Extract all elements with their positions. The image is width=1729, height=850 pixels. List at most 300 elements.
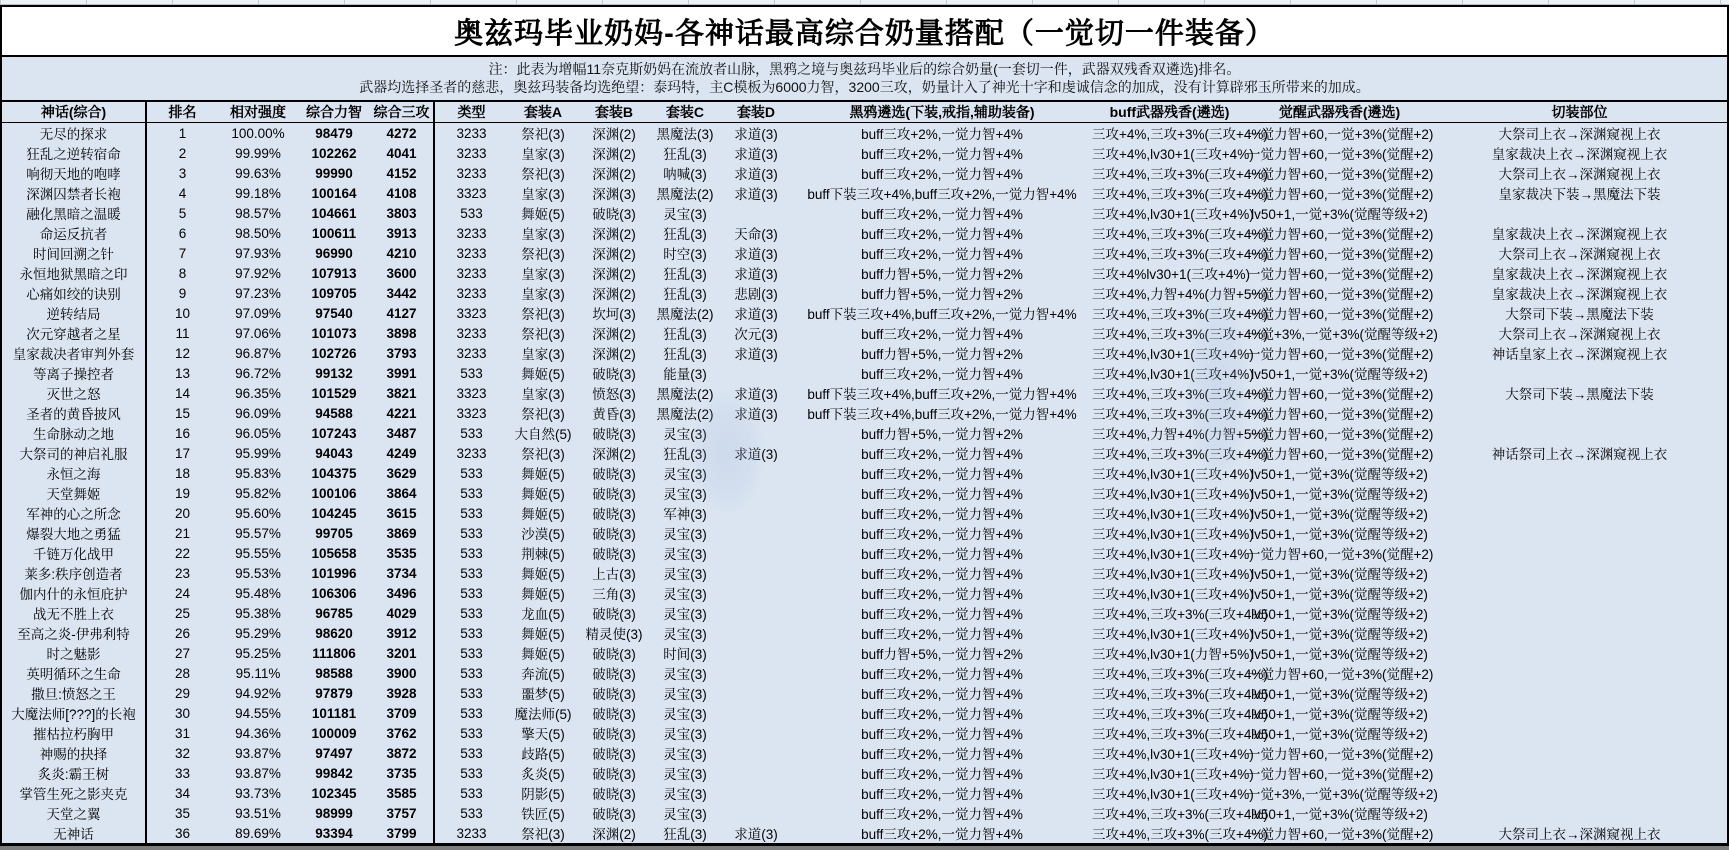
cell-crow-selection[interactable]: buff三攻+2%,一觉力智+4% bbox=[861, 507, 1023, 522]
cell-myth-name[interactable]: 响彻天地的咆哮 bbox=[2, 163, 146, 183]
cell-lizhi[interactable]: 100106 bbox=[311, 485, 357, 501]
cell-set-a[interactable]: 皇家(3) bbox=[521, 187, 565, 202]
cell-set-d[interactable] bbox=[720, 603, 792, 623]
cell-set-b[interactable]: 深渊(2) bbox=[592, 147, 636, 162]
cell-relative-strength[interactable]: 95.48% bbox=[235, 585, 281, 601]
cell-relative-strength[interactable]: 98.57% bbox=[235, 205, 281, 221]
cell-awaken-weapon[interactable]: 一觉力智+60,一觉+3%(觉醒+2) bbox=[1247, 347, 1434, 362]
cell-set-d[interactable] bbox=[720, 683, 792, 703]
cell-myth-name[interactable]: 神赐的抉择 bbox=[2, 743, 146, 763]
cell-set-c[interactable]: 灵宝(3) bbox=[663, 767, 707, 782]
cell-type[interactable]: 3323 bbox=[456, 385, 487, 401]
cell-crow-selection[interactable]: buff力智+5%,一觉力智+2% bbox=[861, 427, 1023, 442]
cell-myth-name[interactable]: 大魔法师[???]的长袍 bbox=[2, 703, 146, 723]
cell-set-d[interactable]: 求道(3) bbox=[734, 167, 778, 182]
cell-myth-name[interactable]: 至高之炎-伊弗利特 bbox=[2, 623, 146, 643]
cell-set-b[interactable]: 破晓(3) bbox=[592, 707, 636, 722]
cell-sangong[interactable]: 3615 bbox=[370, 503, 434, 523]
cell-sangong[interactable]: 4221 bbox=[370, 403, 434, 423]
cell-set-c[interactable]: 灵宝(3) bbox=[663, 787, 707, 802]
cell-crow-selection[interactable]: buff三攻+2%,一觉力智+4% bbox=[861, 167, 1023, 182]
cell-type[interactable]: 3233 bbox=[456, 285, 487, 301]
cell-set-d[interactable]: 求道(3) bbox=[734, 267, 778, 282]
cell-buff-weapon[interactable]: 三攻+4%,lv30+1(三攻+4%) bbox=[1092, 147, 1254, 162]
cell-type[interactable]: 533 bbox=[460, 745, 483, 761]
cell-relative-strength[interactable]: 93.87% bbox=[235, 765, 281, 781]
cell-awaken-weapon[interactable]: 一觉力智+60,一觉+3%(觉醒+2) bbox=[1247, 187, 1434, 202]
cell-rank[interactable]: 11 bbox=[175, 325, 190, 341]
cell-rank[interactable]: 22 bbox=[174, 545, 191, 561]
cell-sangong[interactable]: 3991 bbox=[370, 363, 434, 383]
cell-set-d[interactable] bbox=[720, 483, 792, 503]
cell-buff-weapon[interactable]: 三攻+4%,三攻+3%(三攻+4%) bbox=[1092, 407, 1268, 422]
cell-crow-selection[interactable]: buff三攻+2%,一觉力智+4% bbox=[861, 227, 1023, 242]
cell-rank[interactable]: 32 bbox=[174, 745, 191, 761]
cell-sangong[interactable]: 4041 bbox=[370, 143, 434, 163]
cell-set-a[interactable]: 祭祀(3) bbox=[521, 407, 565, 422]
cell-awaken-weapon[interactable]: 一觉力智+60,一觉+3%(觉醒+2) bbox=[1247, 227, 1434, 242]
cell-myth-name[interactable]: 融化黑暗之温暖 bbox=[2, 203, 146, 223]
cell-set-d[interactable]: 悲剧(3) bbox=[734, 287, 778, 302]
cell-type[interactable]: 533 bbox=[460, 665, 483, 681]
cell-sangong[interactable]: 3442 bbox=[370, 283, 434, 303]
cell-rank[interactable]: 5 bbox=[178, 205, 187, 221]
cell-swap-part[interactable]: 皇家裁决上衣→深渊窥视上衣 bbox=[1491, 267, 1668, 282]
cell-buff-weapon[interactable]: 三攻+4%,lv30+1(三攻+4%) bbox=[1092, 787, 1254, 802]
cell-myth-name[interactable]: 时间回溯之针 bbox=[2, 243, 146, 263]
cell-rank[interactable]: 21 bbox=[174, 525, 191, 541]
cell-awaken-weapon[interactable]: 一觉力智+60,一觉+3%(觉醒+2) bbox=[1247, 247, 1434, 262]
cell-set-d[interactable] bbox=[720, 563, 792, 583]
cell-set-d[interactable]: 求道(3) bbox=[734, 127, 778, 142]
cell-crow-selection[interactable]: buff三攻+2%,一觉力智+4% bbox=[861, 607, 1023, 622]
cell-rank[interactable]: 16 bbox=[174, 425, 191, 441]
cell-type[interactable]: 3323 bbox=[456, 305, 487, 321]
cell-awaken-weapon[interactable]: 一觉+3%,一觉+3%(觉醒等级+2) bbox=[1247, 327, 1438, 342]
cell-awaken-weapon[interactable]: 一觉力智+60,一觉+3%(觉醒+2) bbox=[1247, 767, 1434, 782]
cell-lizhi[interactable]: 99132 bbox=[315, 365, 353, 381]
cell-rank[interactable]: 10 bbox=[174, 305, 191, 321]
cell-crow-selection[interactable]: buff下装三攻+4%,buff三攻+2%,一觉力智+4% bbox=[807, 387, 1077, 402]
cell-crow-selection[interactable]: buff三攻+2%,一觉力智+4% bbox=[861, 447, 1023, 462]
cell-relative-strength[interactable]: 93.87% bbox=[235, 745, 281, 761]
cell-set-c[interactable]: 灵宝(3) bbox=[663, 467, 707, 482]
cell-awaken-weapon[interactable]: 一觉力智+60,一觉+3%(觉醒+2) bbox=[1247, 407, 1434, 422]
cell-crow-selection[interactable]: buff三攻+2%,一觉力智+4% bbox=[861, 767, 1023, 782]
cell-set-b[interactable]: 深渊(2) bbox=[592, 827, 636, 842]
cell-rank[interactable]: 30 bbox=[174, 705, 191, 721]
cell-awaken-weapon[interactable]: lv50+1,一觉+3%(觉醒等级+2) bbox=[1251, 607, 1428, 622]
cell-type[interactable]: 533 bbox=[460, 465, 483, 481]
cell-relative-strength[interactable]: 93.51% bbox=[235, 805, 281, 821]
cell-crow-selection[interactable]: buff三攻+2%,一觉力智+4% bbox=[861, 487, 1023, 502]
cell-type[interactable]: 533 bbox=[460, 605, 483, 621]
cell-relative-strength[interactable]: 96.35% bbox=[235, 385, 281, 401]
cell-relative-strength[interactable]: 95.11% bbox=[235, 665, 281, 681]
cell-set-b[interactable]: 破晓(3) bbox=[592, 467, 636, 482]
cell-sangong[interactable]: 3913 bbox=[370, 223, 434, 243]
cell-set-c[interactable]: 黑魔法(2) bbox=[656, 407, 714, 422]
cell-relative-strength[interactable]: 95.53% bbox=[235, 565, 281, 581]
cell-set-a[interactable]: 舞姬(5) bbox=[521, 647, 565, 662]
cell-relative-strength[interactable]: 96.05% bbox=[235, 425, 281, 441]
cell-sangong[interactable]: 3735 bbox=[370, 763, 434, 783]
cell-sangong[interactable]: 3734 bbox=[370, 563, 434, 583]
cell-lizhi[interactable]: 93394 bbox=[315, 825, 353, 841]
cell-set-a[interactable]: 阴影(5) bbox=[521, 787, 565, 802]
cell-awaken-weapon[interactable]: lv50+1,一觉+3%(觉醒等级+2) bbox=[1251, 487, 1428, 502]
cell-myth-name[interactable]: 撒旦:愤怒之王 bbox=[2, 683, 146, 703]
cell-set-a[interactable]: 祭祀(3) bbox=[521, 827, 565, 842]
cell-sangong[interactable]: 3585 bbox=[370, 783, 434, 803]
cell-awaken-weapon[interactable]: 一觉+3%,一觉+3%(觉醒等级+2) bbox=[1247, 787, 1438, 802]
cell-sangong[interactable]: 3803 bbox=[370, 203, 434, 223]
cell-myth-name[interactable]: 逆转结局 bbox=[2, 303, 146, 323]
cell-lizhi[interactable]: 100611 bbox=[311, 225, 357, 241]
cell-set-a[interactable]: 铁匠(5) bbox=[521, 807, 565, 822]
cell-sangong[interactable]: 3535 bbox=[370, 543, 434, 563]
cell-set-c[interactable]: 灵宝(3) bbox=[663, 527, 707, 542]
cell-set-d[interactable]: 求道(3) bbox=[734, 187, 778, 202]
cell-lizhi[interactable]: 98999 bbox=[315, 805, 353, 821]
cell-set-d[interactable] bbox=[720, 763, 792, 783]
cell-set-c[interactable]: 灵宝(3) bbox=[663, 687, 707, 702]
cell-myth-name[interactable]: 皇家裁决者审判外套 bbox=[2, 343, 146, 363]
cell-swap-part[interactable]: 皇家裁决下装→黑魔法下装 bbox=[1498, 187, 1661, 202]
cell-set-d[interactable] bbox=[720, 423, 792, 443]
cell-lizhi[interactable]: 100009 bbox=[311, 725, 357, 741]
cell-type[interactable]: 533 bbox=[460, 785, 483, 801]
cell-crow-selection[interactable]: buff三攻+2%,一觉力智+4% bbox=[861, 667, 1023, 682]
cell-myth-name[interactable]: 炙炎:霸王树 bbox=[2, 763, 146, 783]
cell-sangong[interactable]: 3799 bbox=[370, 823, 434, 843]
cell-sangong[interactable]: 3201 bbox=[370, 643, 434, 663]
cell-awaken-weapon[interactable]: 一觉力智+60,一觉+3%(觉醒+2) bbox=[1247, 747, 1434, 762]
cell-awaken-weapon[interactable]: lv50+1,一觉+3%(觉醒等级+2) bbox=[1251, 647, 1428, 662]
cell-set-b[interactable]: 深渊(2) bbox=[592, 167, 636, 182]
cell-set-c[interactable]: 灵宝(3) bbox=[663, 487, 707, 502]
cell-swap-part[interactable]: 大祭司下装→黑魔法下装 bbox=[1505, 307, 1654, 322]
cell-buff-weapon[interactable]: 三攻+4%,lv30+1(力智+5%) bbox=[1092, 647, 1254, 662]
cell-crow-selection[interactable]: buff三攻+2%,一觉力智+4% bbox=[861, 787, 1023, 802]
cell-lizhi[interactable]: 101181 bbox=[311, 705, 357, 721]
cell-relative-strength[interactable]: 96.09% bbox=[235, 405, 281, 421]
cell-set-d[interactable] bbox=[720, 663, 792, 683]
cell-set-b[interactable]: 深渊(2) bbox=[592, 267, 636, 282]
cell-set-c[interactable]: 灵宝(3) bbox=[663, 667, 707, 682]
cell-sangong[interactable]: 3869 bbox=[370, 523, 434, 543]
cell-set-b[interactable]: 破晓(3) bbox=[592, 767, 636, 782]
cell-awaken-weapon[interactable]: lv50+1,一觉+3%(觉醒等级+2) bbox=[1251, 527, 1428, 542]
cell-buff-weapon[interactable]: 三攻+4%,三攻+3%(三攻+4%) bbox=[1092, 727, 1268, 742]
cell-myth-name[interactable]: 永恒地狱黑暗之印 bbox=[2, 263, 146, 283]
cell-relative-strength[interactable]: 94.92% bbox=[235, 685, 281, 701]
cell-myth-name[interactable]: 圣者的黄昏披风 bbox=[2, 403, 146, 423]
cell-relative-strength[interactable]: 96.72% bbox=[235, 365, 281, 381]
cell-buff-weapon[interactable]: 三攻+4%,lv30+1(三攻+4%) bbox=[1092, 487, 1254, 502]
cell-relative-strength[interactable]: 97.06% bbox=[235, 325, 281, 341]
cell-sangong[interactable]: 3872 bbox=[370, 743, 434, 763]
cell-set-b[interactable]: 破晓(3) bbox=[592, 787, 636, 802]
cell-buff-weapon[interactable]: 三攻+4%,力智+4%(力智+5%) bbox=[1092, 287, 1268, 302]
cell-lizhi[interactable]: 96785 bbox=[315, 605, 353, 621]
cell-set-c[interactable]: 灵宝(3) bbox=[663, 747, 707, 762]
cell-set-a[interactable]: 祭祀(3) bbox=[521, 307, 565, 322]
cell-set-c[interactable]: 灵宝(3) bbox=[663, 627, 707, 642]
cell-set-b[interactable]: 破晓(3) bbox=[592, 427, 636, 442]
cell-lizhi[interactable]: 101529 bbox=[311, 385, 357, 401]
cell-swap-part[interactable] bbox=[1432, 483, 1727, 503]
cell-crow-selection[interactable]: buff下装三攻+4%,buff三攻+2%,一觉力智+4% bbox=[807, 307, 1077, 322]
cell-relative-strength[interactable]: 99.99% bbox=[235, 145, 281, 161]
cell-set-b[interactable]: 深渊(2) bbox=[592, 227, 636, 242]
cell-swap-part[interactable]: 大祭司上衣→深渊窥视上衣 bbox=[1498, 327, 1661, 342]
cell-relative-strength[interactable]: 95.99% bbox=[235, 445, 281, 461]
cell-sangong[interactable]: 4272 bbox=[370, 123, 434, 144]
cell-crow-selection[interactable]: buff三攻+2%,一觉力智+4% bbox=[861, 747, 1023, 762]
col-header-myth[interactable]: 神话(综合) bbox=[2, 102, 146, 123]
cell-set-a[interactable]: 舞姬(5) bbox=[521, 507, 565, 522]
cell-lizhi[interactable]: 98479 bbox=[315, 125, 353, 141]
cell-swap-part[interactable] bbox=[1432, 503, 1727, 523]
cell-buff-weapon[interactable]: 三攻+4%,力智+4%(力智+5%) bbox=[1092, 427, 1268, 442]
cell-set-d[interactable] bbox=[720, 783, 792, 803]
cell-crow-selection[interactable]: buff三攻+2%,一觉力智+4% bbox=[861, 527, 1023, 542]
cell-type[interactable]: 533 bbox=[460, 545, 483, 561]
cell-buff-weapon[interactable]: 三攻+4%,三攻+3%(三攻+4%) bbox=[1092, 327, 1268, 342]
cell-lizhi[interactable]: 111806 bbox=[312, 645, 356, 661]
cell-relative-strength[interactable]: 94.36% bbox=[235, 725, 281, 741]
cell-buff-weapon[interactable]: 三攻+4%,lv30+1(三攻+4%) bbox=[1092, 467, 1254, 482]
cell-lizhi[interactable]: 100164 bbox=[311, 185, 357, 201]
cell-lizhi[interactable]: 102262 bbox=[311, 145, 357, 161]
cell-relative-strength[interactable]: 99.18% bbox=[235, 185, 281, 201]
cell-type[interactable]: 533 bbox=[460, 645, 483, 661]
cell-set-d[interactable] bbox=[720, 503, 792, 523]
cell-swap-part[interactable] bbox=[1432, 723, 1727, 743]
cell-sangong[interactable]: 3709 bbox=[370, 703, 434, 723]
cell-rank[interactable]: 7 bbox=[178, 245, 187, 261]
cell-myth-name[interactable]: 天堂舞姬 bbox=[2, 483, 146, 503]
cell-awaken-weapon[interactable]: lv50+1,一觉+3%(觉醒等级+2) bbox=[1251, 727, 1428, 742]
cell-lizhi[interactable]: 99842 bbox=[315, 765, 353, 781]
cell-type[interactable]: 3323 bbox=[456, 185, 487, 201]
cell-set-c[interactable]: 黑魔法(2) bbox=[656, 307, 714, 322]
cell-swap-part[interactable] bbox=[1432, 403, 1727, 423]
cell-set-a[interactable]: 皇家(3) bbox=[521, 347, 565, 362]
cell-rank[interactable]: 28 bbox=[174, 665, 191, 681]
cell-awaken-weapon[interactable]: lv50+1,一觉+3%(觉醒等级+2) bbox=[1251, 707, 1428, 722]
cell-set-d[interactable]: 求道(3) bbox=[734, 247, 778, 262]
cell-sangong[interactable]: 3900 bbox=[370, 663, 434, 683]
cell-type[interactable]: 3233 bbox=[456, 145, 487, 161]
cell-rank[interactable]: 33 bbox=[174, 765, 191, 781]
cell-rank[interactable]: 12 bbox=[174, 345, 191, 361]
col-header-swap-part[interactable]: 切装部位 bbox=[1432, 102, 1727, 123]
cell-myth-name[interactable]: 千链万化战甲 bbox=[2, 543, 146, 563]
cell-rank[interactable]: 20 bbox=[174, 505, 191, 521]
cell-rank[interactable]: 31 bbox=[174, 725, 191, 741]
cell-set-d[interactable] bbox=[720, 803, 792, 823]
cell-set-a[interactable]: 荆棘(5) bbox=[521, 547, 565, 562]
cell-buff-weapon[interactable]: 三攻+4%,lv30+1(三攻+4%) bbox=[1092, 367, 1254, 382]
cell-set-b[interactable]: 破晓(3) bbox=[592, 487, 636, 502]
cell-awaken-weapon[interactable]: 一觉力智+60,一觉+3%(觉醒+2) bbox=[1247, 127, 1434, 142]
cell-crow-selection[interactable]: buff三攻+2%,一觉力智+4% bbox=[861, 587, 1023, 602]
cell-awaken-weapon[interactable]: 一觉力智+60,一觉+3%(觉醒+2) bbox=[1247, 447, 1434, 462]
cell-swap-part[interactable] bbox=[1432, 563, 1727, 583]
cell-set-a[interactable]: 噩梦(5) bbox=[521, 687, 565, 702]
cell-awaken-weapon[interactable]: lv50+1,一觉+3%(觉醒等级+2) bbox=[1251, 567, 1428, 582]
cell-crow-selection[interactable]: buff力智+5%,一觉力智+2% bbox=[861, 267, 1023, 282]
cell-set-a[interactable]: 舞姬(5) bbox=[521, 367, 565, 382]
cell-buff-weapon[interactable]: 三攻+4%,三攻+3%(三攻+4%) bbox=[1092, 607, 1268, 622]
cell-buff-weapon[interactable]: 三攻+4%,三攻+3%(三攻+4%) bbox=[1092, 167, 1268, 182]
cell-buff-weapon[interactable]: 三攻+4%,三攻+3%(三攻+4%) bbox=[1092, 187, 1268, 202]
cell-type[interactable]: 3233 bbox=[456, 245, 487, 261]
cell-sangong[interactable]: 4108 bbox=[370, 183, 434, 203]
cell-swap-part[interactable] bbox=[1432, 683, 1727, 703]
cell-sangong[interactable]: 3864 bbox=[370, 483, 434, 503]
cell-type[interactable]: 533 bbox=[460, 485, 483, 501]
cell-swap-part[interactable] bbox=[1432, 623, 1727, 643]
cell-lizhi[interactable]: 104245 bbox=[311, 505, 357, 521]
cell-lizhi[interactable]: 107243 bbox=[311, 425, 357, 441]
cell-swap-part[interactable] bbox=[1432, 203, 1727, 223]
cell-relative-strength[interactable]: 95.57% bbox=[235, 525, 281, 541]
cell-set-b[interactable]: 上古(3) bbox=[592, 567, 636, 582]
cell-type[interactable]: 533 bbox=[460, 205, 483, 221]
cell-awaken-weapon[interactable]: lv50+1,一觉+3%(觉醒等级+2) bbox=[1251, 807, 1428, 822]
cell-buff-weapon[interactable]: 三攻+4%,lv30+1(三攻+4%) bbox=[1092, 627, 1254, 642]
cell-set-a[interactable]: 魔法师(5) bbox=[514, 707, 572, 722]
cell-set-a[interactable]: 祭祀(3) bbox=[521, 127, 565, 142]
cell-set-d[interactable]: 求道(3) bbox=[734, 407, 778, 422]
cell-lizhi[interactable]: 97497 bbox=[315, 745, 353, 761]
cell-sangong[interactable]: 3898 bbox=[370, 323, 434, 343]
cell-myth-name[interactable]: 心痛如绞的诀别 bbox=[2, 283, 146, 303]
cell-set-c[interactable]: 灵宝(3) bbox=[663, 727, 707, 742]
cell-myth-name[interactable]: 永恒之海 bbox=[2, 463, 146, 483]
cell-type[interactable]: 533 bbox=[460, 365, 483, 381]
cell-rank[interactable]: 8 bbox=[178, 265, 187, 281]
cell-buff-weapon[interactable]: 三攻+4%,lv30+1(三攻+4%) bbox=[1092, 767, 1254, 782]
cell-awaken-weapon[interactable]: 一觉力智+60,一觉+3%(觉醒+2) bbox=[1247, 387, 1434, 402]
col-header-type[interactable]: 类型 bbox=[434, 102, 508, 123]
cell-crow-selection[interactable]: buff三攻+2%,一觉力智+4% bbox=[861, 827, 1023, 842]
cell-crow-selection[interactable]: buff力智+5%,一觉力智+2% bbox=[861, 347, 1023, 362]
cell-set-d[interactable]: 求道(3) bbox=[734, 827, 778, 842]
cell-set-a[interactable]: 皇家(3) bbox=[521, 147, 565, 162]
cell-set-d[interactable]: 求道(3) bbox=[734, 347, 778, 362]
cell-set-a[interactable]: 舞姬(5) bbox=[521, 487, 565, 502]
cell-set-c[interactable]: 黑魔法(2) bbox=[656, 187, 714, 202]
cell-set-d[interactable] bbox=[720, 623, 792, 643]
cell-sangong[interactable]: 3629 bbox=[370, 463, 434, 483]
cell-buff-weapon[interactable]: 三攻+4%,三攻+3%(三攻+4%) bbox=[1092, 667, 1268, 682]
cell-relative-strength[interactable]: 99.63% bbox=[235, 165, 281, 181]
cell-buff-weapon[interactable]: 三攻+4%,三攻+3%(三攻+4%) bbox=[1092, 687, 1268, 702]
cell-awaken-weapon[interactable]: 一觉力智+60,一觉+3%(觉醒+2) bbox=[1247, 427, 1434, 442]
cell-set-a[interactable]: 舞姬(5) bbox=[521, 467, 565, 482]
cell-type[interactable]: 533 bbox=[460, 725, 483, 741]
cell-set-c[interactable]: 灵宝(3) bbox=[663, 427, 707, 442]
cell-lizhi[interactable]: 107913 bbox=[311, 265, 357, 281]
cell-buff-weapon[interactable]: 三攻+4%,三攻+3%(三攻+4%) bbox=[1092, 247, 1268, 262]
cell-set-b[interactable]: 破晓(3) bbox=[592, 687, 636, 702]
cell-swap-part[interactable] bbox=[1432, 363, 1727, 383]
cell-awaken-weapon[interactable]: 一觉力智+60,一觉+3%(觉醒+2) bbox=[1247, 167, 1434, 182]
cell-swap-part[interactable]: 皇家裁决上衣→深渊窥视上衣 bbox=[1491, 227, 1668, 242]
cell-swap-part[interactable]: 神话祭司上衣→深渊窥视上衣 bbox=[1491, 447, 1668, 462]
cell-set-a[interactable]: 皇家(3) bbox=[521, 227, 565, 242]
cell-rank[interactable]: 4 bbox=[178, 185, 187, 201]
cell-awaken-weapon[interactable]: 一觉力智+60,一觉+3%(觉醒+2) bbox=[1247, 667, 1434, 682]
cell-set-b[interactable]: 坎坷(3) bbox=[592, 307, 636, 322]
cell-set-a[interactable]: 龙血(5) bbox=[521, 607, 565, 622]
cell-lizhi[interactable]: 96990 bbox=[315, 245, 353, 261]
cell-rank[interactable]: 15 bbox=[174, 405, 191, 421]
cell-relative-strength[interactable]: 89.69% bbox=[235, 825, 281, 841]
cell-myth-name[interactable]: 军神的心之所念 bbox=[2, 503, 146, 523]
cell-crow-selection[interactable]: buff三攻+2%,一觉力智+4% bbox=[861, 547, 1023, 562]
cell-relative-strength[interactable]: 95.82% bbox=[235, 485, 281, 501]
cell-set-c[interactable]: 灵宝(3) bbox=[663, 587, 707, 602]
cell-rank[interactable]: 17 bbox=[174, 445, 191, 461]
cell-set-c[interactable]: 狂乱(3) bbox=[663, 347, 707, 362]
cell-set-c[interactable]: 狂乱(3) bbox=[663, 267, 707, 282]
cell-swap-part[interactable] bbox=[1432, 803, 1727, 823]
cell-rank[interactable]: 13 bbox=[174, 365, 191, 381]
cell-swap-part[interactable]: 大祭司上衣→深渊窥视上衣 bbox=[1498, 127, 1661, 142]
cell-myth-name[interactable]: 等离子操控者 bbox=[2, 363, 146, 383]
cell-swap-part[interactable]: 皇家裁决上衣→深渊窥视上衣 bbox=[1491, 147, 1668, 162]
cell-awaken-weapon[interactable]: 一觉力智+60,一觉+3%(觉醒+2) bbox=[1247, 307, 1434, 322]
cell-set-c[interactable]: 黑魔法(2) bbox=[656, 387, 714, 402]
col-header-rank[interactable]: 排名 bbox=[146, 102, 218, 123]
cell-type[interactable]: 533 bbox=[460, 625, 483, 641]
cell-type[interactable]: 533 bbox=[460, 505, 483, 521]
cell-crow-selection[interactable]: buff三攻+2%,一觉力智+4% bbox=[861, 207, 1023, 222]
cell-swap-part[interactable] bbox=[1432, 763, 1727, 783]
cell-set-a[interactable]: 祭祀(3) bbox=[521, 167, 565, 182]
cell-lizhi[interactable]: 97540 bbox=[315, 305, 353, 321]
cell-set-b[interactable]: 深渊(2) bbox=[592, 327, 636, 342]
cell-lizhi[interactable]: 109705 bbox=[311, 285, 357, 301]
cell-set-d[interactable] bbox=[720, 363, 792, 383]
cell-swap-part[interactable] bbox=[1432, 663, 1727, 683]
cell-type[interactable]: 533 bbox=[460, 705, 483, 721]
cell-rank[interactable]: 25 bbox=[174, 605, 191, 621]
cell-type[interactable]: 3233 bbox=[456, 445, 487, 461]
cell-buff-weapon[interactable]: 三攻+4%,lv30+1(三攻+4%) bbox=[1092, 567, 1254, 582]
cell-swap-part[interactable] bbox=[1432, 643, 1727, 663]
cell-swap-part[interactable] bbox=[1432, 603, 1727, 623]
cell-rank[interactable]: 23 bbox=[174, 565, 191, 581]
cell-relative-strength[interactable]: 100.00% bbox=[231, 125, 285, 141]
cell-rank[interactable]: 3 bbox=[178, 165, 187, 181]
cell-set-b[interactable]: 深渊(2) bbox=[592, 347, 636, 362]
cell-set-d[interactable] bbox=[720, 463, 792, 483]
cell-crow-selection[interactable]: buff下装三攻+4%,buff三攻+2%,一觉力智+4% bbox=[807, 187, 1077, 202]
cell-myth-name[interactable]: 命运反抗者 bbox=[2, 223, 146, 243]
cell-relative-strength[interactable]: 97.92% bbox=[235, 265, 281, 281]
cell-buff-weapon[interactable]: 三攻+4%,三攻+3%(三攻+4%) bbox=[1092, 827, 1268, 842]
cell-set-a[interactable]: 祭祀(3) bbox=[521, 447, 565, 462]
cell-set-b[interactable]: 破晓(3) bbox=[592, 807, 636, 822]
cell-set-a[interactable]: 舞姬(5) bbox=[521, 627, 565, 642]
cell-set-c[interactable]: 灵宝(3) bbox=[663, 207, 707, 222]
